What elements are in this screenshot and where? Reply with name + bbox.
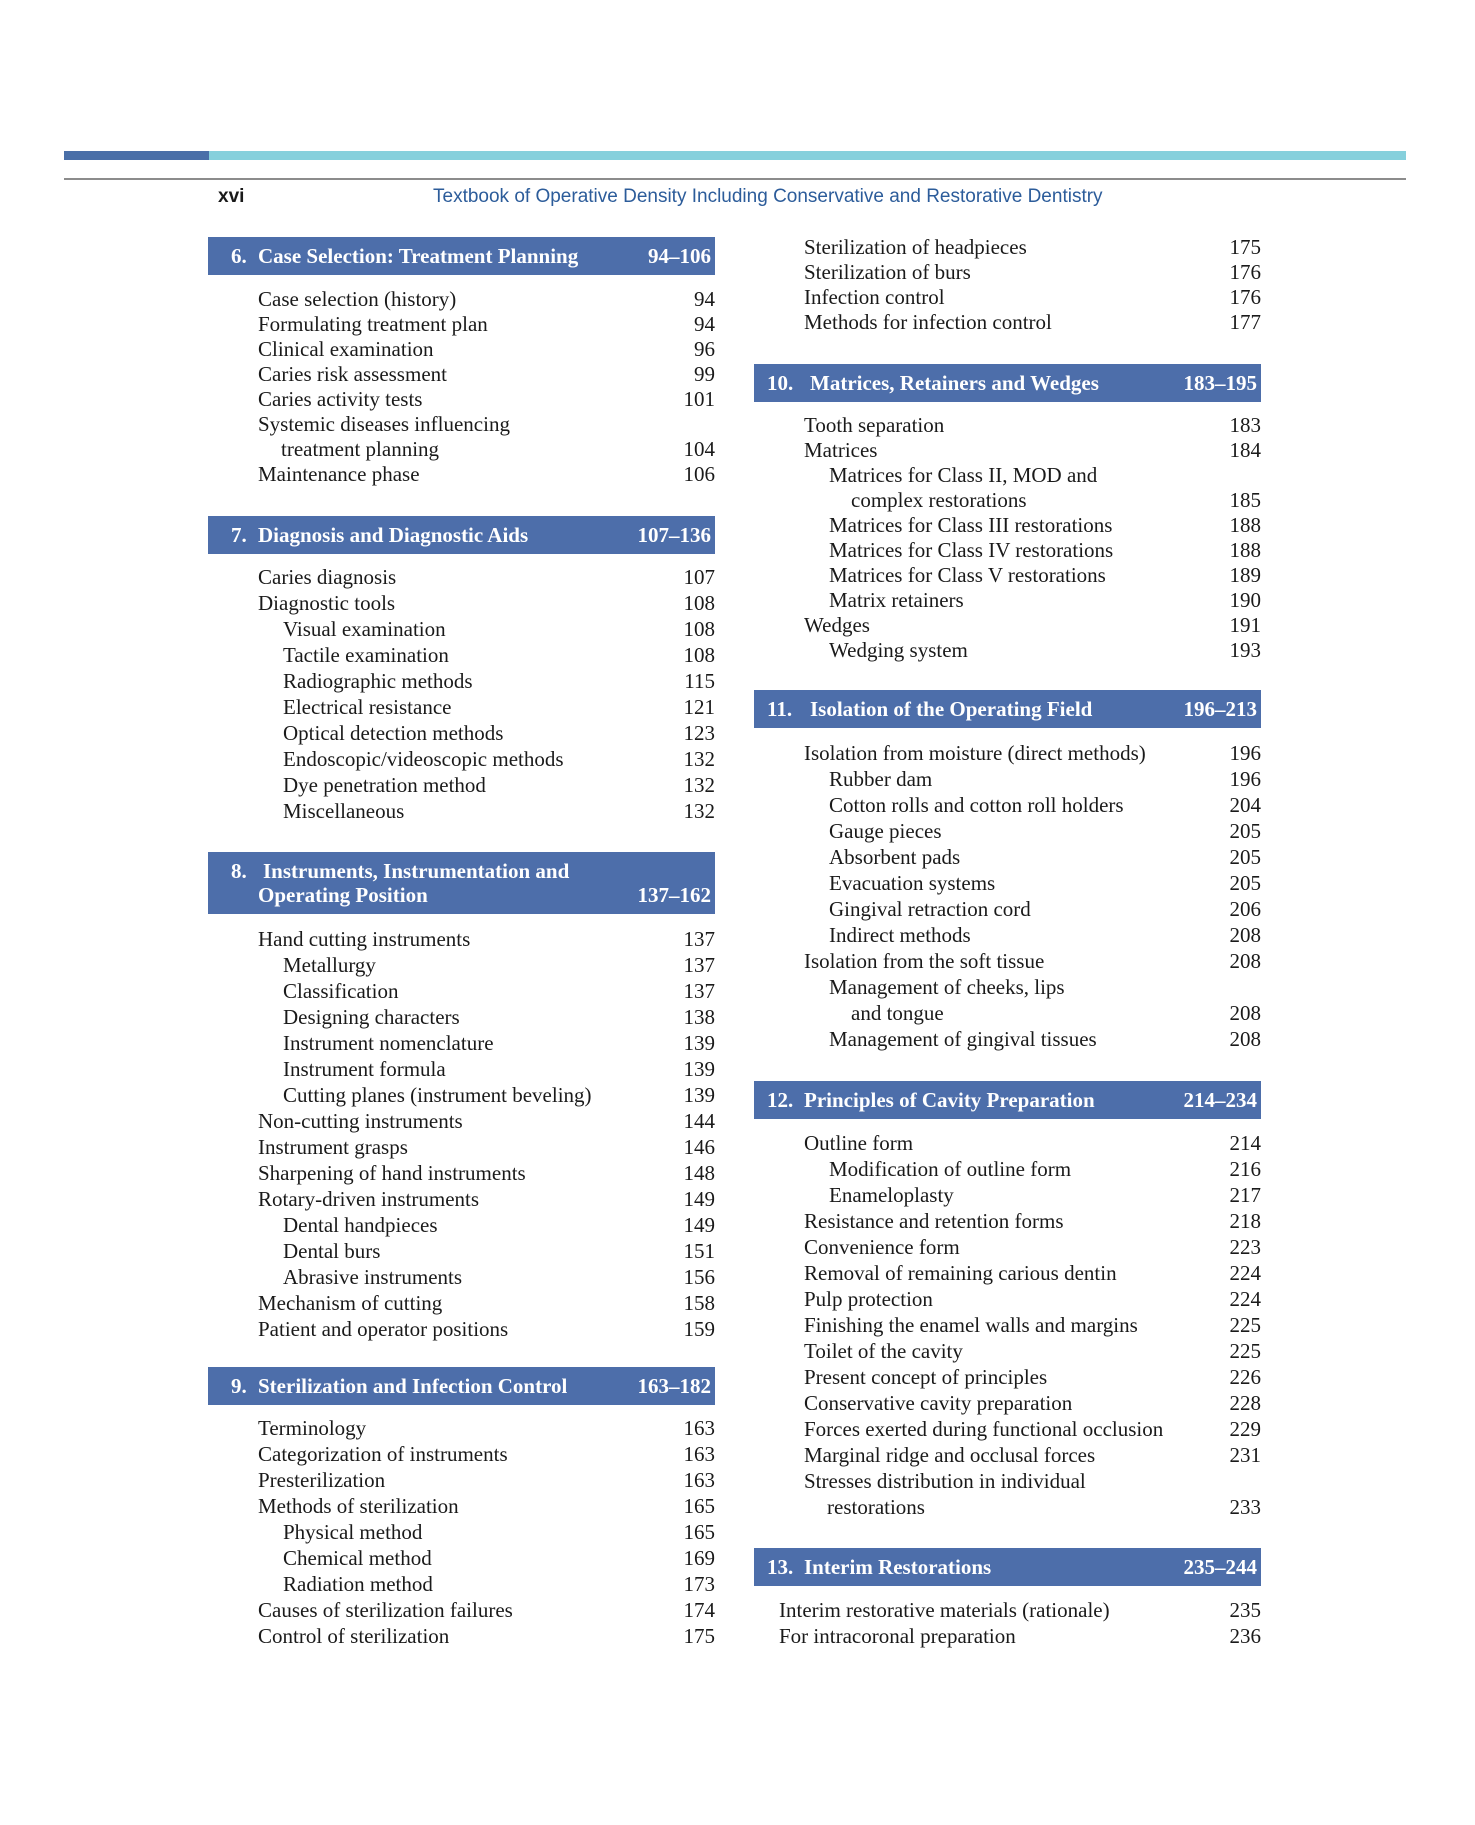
toc-entry[interactable]: Gauge pieces 205 — [829, 819, 1261, 843]
toc-entry[interactable]: Isolation from moisture (direct methods) 196 — [804, 741, 1261, 765]
toc-entry[interactable]: Instrument formula 139 — [283, 1057, 715, 1081]
chapter-number: 6. — [231, 244, 247, 268]
toc-entry[interactable]: Modification of outline form 216 — [829, 1157, 1261, 1181]
toc-entry[interactable]: Stresses distribution in individual — [804, 1469, 1086, 1493]
toc-entry[interactable]: Marginal ridge and occlusal forces 231 — [804, 1443, 1261, 1467]
toc-entry[interactable]: Chemical method 169 — [283, 1546, 715, 1570]
chapter-page-range: 137–162 — [637, 883, 711, 907]
toc-entry[interactable]: Matrix retainers 190 — [829, 588, 1261, 612]
toc-entry[interactable]: Visual examination 108 — [283, 617, 715, 641]
toc-entry[interactable]: Rotary-driven instruments 149 — [258, 1187, 715, 1211]
toc-entry[interactable]: Rubber dam 196 — [829, 767, 1261, 791]
toc-entry[interactable]: Matrices for Class III restorations 188 — [829, 513, 1261, 537]
toc-entry[interactable]: Classification 137 — [283, 979, 715, 1003]
toc-entry[interactable]: Patient and operator positions 159 — [258, 1317, 715, 1341]
toc-entry[interactable]: Matrices for Class II, MOD and — [829, 463, 1098, 487]
chapter-page-range: 94–106 — [648, 244, 711, 268]
chapter-title: Isolation of the Operating Field — [810, 697, 1093, 721]
chapter-heading-11[interactable] — [754, 690, 1261, 728]
toc-entry[interactable]: Sharpening of hand instruments 148 — [258, 1161, 715, 1185]
toc-entry[interactable]: Hand cutting instruments 137 — [258, 927, 715, 951]
toc-entry[interactable]: Management of cheeks, lips — [829, 975, 1065, 999]
toc-entry[interactable]: Isolation from the soft tissue 208 — [804, 949, 1261, 973]
toc-entry[interactable]: Enameloplasty 217 — [829, 1183, 1261, 1207]
chapter-page-range: 163–182 — [637, 1374, 711, 1398]
toc-entry[interactable]: Non-cutting instruments 144 — [258, 1109, 715, 1133]
header-accent-bar-dark — [64, 151, 209, 160]
toc-entry[interactable]: treatment planning 104 — [281, 437, 715, 461]
toc-entry[interactable]: Gingival retraction cord 206 — [829, 897, 1261, 921]
toc-entry[interactable]: and tongue 208 — [851, 1001, 1261, 1025]
chapter-title: Interim Restorations — [804, 1555, 992, 1579]
running-title: Textbook of Operative Density Including Conservative and Restorative Dentistry — [433, 186, 1103, 207]
toc-entry[interactable]: Radiographic methods 115 — [283, 669, 715, 693]
toc-entry[interactable]: Cotton rolls and cotton roll holders 204 — [829, 793, 1261, 817]
toc-entry[interactable]: Infection control 176 — [804, 285, 1261, 309]
chapter-heading-12[interactable] — [754, 1081, 1261, 1119]
toc-entry[interactable]: Case selection (history) 94 — [258, 287, 715, 311]
toc-entry[interactable]: Electrical resistance 121 — [283, 695, 715, 719]
toc-entry[interactable]: Cutting planes (instrument beveling) 139 — [283, 1083, 715, 1107]
toc-entry[interactable]: Tactile examination 108 — [283, 643, 715, 667]
toc-entry[interactable]: Wedging system 193 — [829, 638, 1261, 662]
chapter-number: 9. — [231, 1374, 247, 1398]
toc-entry[interactable]: Causes of sterilization failures 174 — [258, 1598, 715, 1622]
chapter-page-range: 214–234 — [1183, 1088, 1257, 1112]
toc-entry[interactable]: Removal of remaining carious dentin 224 — [804, 1261, 1261, 1285]
toc-entry[interactable]: Convenience form 223 — [804, 1235, 1261, 1259]
toc-entry[interactable]: For intracoronal preparation 236 — [779, 1624, 1261, 1648]
toc-entry[interactable]: Pulp protection 224 — [804, 1287, 1261, 1311]
toc-entry[interactable]: Methods for infection control 177 — [804, 310, 1261, 334]
toc-entry[interactable]: Dye penetration method 132 — [283, 773, 715, 797]
chapter-number: 11. — [767, 697, 793, 721]
chapter-heading-9[interactable] — [208, 1367, 715, 1405]
toc-entry[interactable]: Formulating treatment plan 94 — [258, 312, 715, 336]
toc-entry[interactable]: Outline form 214 — [804, 1131, 1261, 1155]
toc-entry[interactable]: Control of sterilization 175 — [258, 1624, 715, 1648]
toc-entry[interactable]: Caries diagnosis 107 — [258, 565, 715, 589]
toc-entry[interactable]: Toilet of the cavity 225 — [804, 1339, 1261, 1363]
toc-entry[interactable]: Instrument grasps 146 — [258, 1135, 715, 1159]
header-rule — [64, 178, 1406, 180]
toc-entry[interactable]: Resistance and retention forms 218 — [804, 1209, 1261, 1233]
toc-entry[interactable]: Physical method 165 — [283, 1520, 715, 1544]
toc-entry[interactable]: Present concept of principles 226 — [804, 1365, 1261, 1389]
toc-entry[interactable]: Tooth separation 183 — [804, 413, 1261, 437]
chapter-number: 13. — [767, 1555, 794, 1579]
toc-entry[interactable]: Categorization of instruments 163 — [258, 1442, 715, 1466]
toc-entry[interactable]: restorations 233 — [827, 1495, 1261, 1519]
chapter-page-range: 183–195 — [1183, 371, 1257, 395]
chapter-heading-10[interactable] — [754, 364, 1261, 402]
chapter-number: 7. — [231, 523, 247, 547]
chapter-heading-8[interactable] — [208, 852, 715, 914]
toc-entry[interactable]: Maintenance phase 106 — [258, 462, 715, 486]
chapter-title: Sterilization and Infection Control — [258, 1374, 568, 1398]
chapter-title: Principles of Cavity Preparation — [804, 1088, 1095, 1112]
chapter-page-range: 196–213 — [1183, 697, 1257, 721]
toc-entry[interactable]: Finishing the enamel walls and margins 225 — [804, 1313, 1261, 1337]
toc-entry[interactable]: Optical detection methods 123 — [283, 721, 715, 745]
toc-entry[interactable]: Wedges 191 — [804, 613, 1261, 637]
chapter-number: 8. — [231, 859, 247, 883]
chapter-title: Diagnosis and Diagnostic Aids — [258, 523, 529, 547]
toc-entry[interactable]: Matrices for Class V restorations 189 — [829, 563, 1261, 587]
page-number: xvi — [218, 186, 245, 207]
chapter-heading-6[interactable] — [208, 237, 715, 275]
toc-entry[interactable]: Caries risk assessment 99 — [258, 362, 715, 386]
chapter-number: 12. — [767, 1088, 794, 1112]
toc-entry[interactable]: complex restorations 185 — [851, 488, 1261, 512]
chapter-page-range: 107–136 — [637, 523, 711, 547]
chapter-title-line2: Operating Position — [258, 883, 428, 907]
chapter-page-range: 235–244 — [1183, 1555, 1257, 1579]
toc-entry[interactable]: Evacuation systems 205 — [829, 871, 1261, 895]
chapter-heading-13[interactable] — [754, 1548, 1261, 1586]
toc-entry[interactable]: Methods of sterilization 165 — [258, 1494, 715, 1518]
toc-entry[interactable]: Caries activity tests 101 — [258, 387, 715, 411]
toc-entry[interactable]: Mechanism of cutting 158 — [258, 1291, 715, 1315]
chapter-title: Case Selection: Treatment Planning — [258, 244, 579, 268]
toc-entry[interactable]: Indirect methods 208 — [829, 923, 1261, 947]
toc-entry[interactable]: Metallurgy 137 — [283, 953, 715, 977]
header-accent-bar-light — [209, 151, 1406, 160]
toc-entry[interactable]: Conservative cavity preparation 228 — [804, 1391, 1261, 1415]
toc-entry[interactable]: Abrasive instruments 156 — [283, 1265, 715, 1289]
toc-entry[interactable]: Systemic diseases influencing — [258, 412, 510, 436]
chapter-number: 10. — [767, 371, 794, 395]
toc-entry[interactable]: Dental burs 151 — [283, 1239, 715, 1263]
toc-entry[interactable]: Clinical examination 96 — [258, 337, 715, 361]
toc-entry[interactable]: Dental handpieces 149 — [283, 1213, 715, 1237]
toc-entry[interactable]: Radiation method 173 — [283, 1572, 715, 1596]
toc-entry[interactable]: Interim restorative materials (rationale) 235 — [779, 1598, 1261, 1622]
toc-entry[interactable]: Management of gingival tissues 208 — [829, 1027, 1261, 1051]
toc-entry[interactable]: Diagnostic tools 108 — [258, 591, 715, 615]
toc-entry[interactable]: Miscellaneous 132 — [283, 799, 715, 823]
toc-entry[interactable]: Absorbent pads 205 — [829, 845, 1261, 869]
chapter-heading-7[interactable] — [208, 516, 715, 554]
toc-entry[interactable]: Sterilization of burs 176 — [804, 260, 1261, 284]
toc-entry[interactable]: Presterilization 163 — [258, 1468, 715, 1492]
toc-entry[interactable]: Sterilization of headpieces 175 — [804, 235, 1261, 259]
toc-entry[interactable]: Matrices for Class IV restorations 188 — [829, 538, 1261, 562]
toc-entry[interactable]: Terminology 163 — [258, 1416, 715, 1440]
chapter-title-line1: Instruments, Instrumentation and — [263, 859, 570, 883]
toc-entry[interactable]: Designing characters 138 — [283, 1005, 715, 1029]
toc-entry[interactable]: Matrices 184 — [804, 438, 1261, 462]
chapter-title: Matrices, Retainers and Wedges — [810, 371, 1099, 395]
toc-entry[interactable]: Endoscopic/videoscopic methods 132 — [283, 747, 715, 771]
toc-entry[interactable]: Forces exerted during functional occlusion 229 — [804, 1417, 1261, 1441]
toc-entry[interactable]: Instrument nomenclature 139 — [283, 1031, 715, 1055]
